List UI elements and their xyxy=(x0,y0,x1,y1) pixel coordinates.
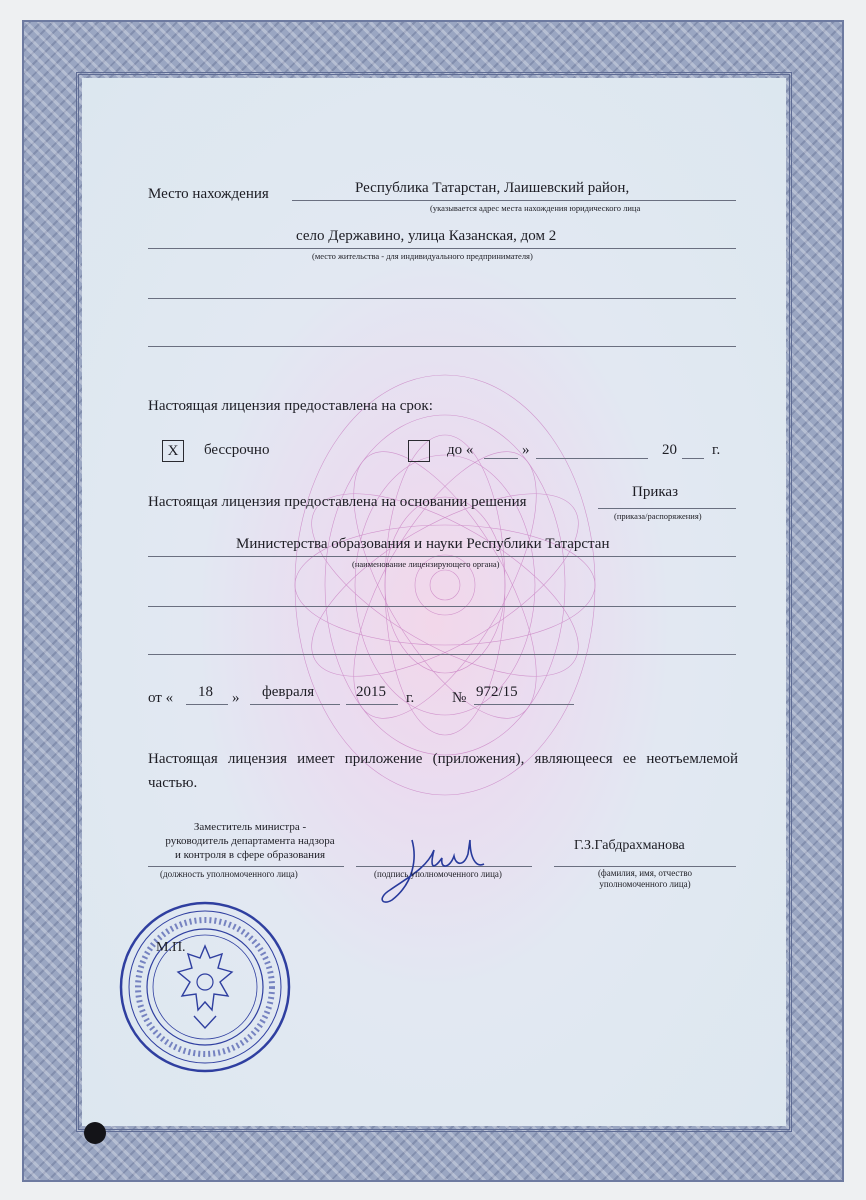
location-line-2 xyxy=(148,248,736,249)
location-hint-2: (место жительства - для индивидуального предпринимателя) xyxy=(312,251,533,261)
seal-place: М.П. xyxy=(156,940,186,955)
indefinite-label: бессрочно xyxy=(204,442,270,458)
until-checkbox xyxy=(408,440,430,462)
location-value-1: Республика Татарстан, Лаишевский район, xyxy=(355,180,630,196)
authority-value: Министерства образования и науки Республики Татарстан xyxy=(236,536,610,552)
until-label: до « xyxy=(447,442,474,458)
date-from-label: от « xyxy=(148,690,174,706)
doc-type-hint: (приказа/распоряжения) xyxy=(614,511,702,521)
number-line xyxy=(474,704,574,705)
date-month: февраля xyxy=(262,684,315,700)
position-line-2: руководитель департамента надзора xyxy=(165,835,335,847)
name-hint-line-2: уполномоченного лица) xyxy=(599,879,691,889)
until-quote-close: » xyxy=(522,442,530,458)
location-line-1 xyxy=(292,200,736,201)
location-hint-1: (указывается адрес места нахождения юридического лица xyxy=(430,203,641,213)
name-hint-line-1: (фамилия, имя, отчество xyxy=(597,868,693,878)
signature xyxy=(372,828,492,908)
date-day: 18 xyxy=(198,684,213,700)
indefinite-checkbox: X xyxy=(162,440,184,462)
term-label: Настоящая лицензия предоставлена на срок: xyxy=(148,398,433,414)
signature-hint: (подпись уполномоченного лица) xyxy=(374,869,502,879)
until-month-line xyxy=(536,458,648,459)
position-line-3: и контроля в сфере образования xyxy=(174,849,326,861)
blank-line-2 xyxy=(148,346,736,347)
date-year-line xyxy=(346,704,398,705)
official-seal xyxy=(116,898,294,1076)
name-line xyxy=(554,866,736,867)
until-year-prefix: 20 xyxy=(662,442,677,458)
authority-line xyxy=(148,556,736,557)
blank-line-3 xyxy=(148,606,736,607)
punch-hole xyxy=(84,1122,106,1144)
position-line-1: Заместитель министра - xyxy=(193,821,307,833)
location-value-2: село Державино, улица Казанская, дом 2 xyxy=(296,228,557,244)
doc-type-line xyxy=(598,508,736,509)
date-month-line xyxy=(250,704,340,705)
date-quote-close: » xyxy=(232,690,240,706)
until-year-suffix: г. xyxy=(712,442,721,458)
location-label: Место нахождения xyxy=(148,186,269,202)
basis-label: Настоящая лицензия предоставлена на основании решения xyxy=(148,494,527,510)
authority-hint: (наименование лицензирующего органа) xyxy=(352,559,500,569)
date-day-line xyxy=(186,704,228,705)
blank-line-4 xyxy=(148,654,736,655)
number-sign: № xyxy=(452,690,467,706)
until-day-line xyxy=(484,458,518,459)
date-year-suffix: г. xyxy=(406,690,415,706)
blank-line-1 xyxy=(148,298,736,299)
position-line xyxy=(148,866,344,867)
signatory-position xyxy=(150,820,350,862)
license-number: 972/15 xyxy=(476,684,518,700)
doc-type-value: Приказ xyxy=(632,484,679,500)
name-hint xyxy=(570,868,720,890)
until-year-line xyxy=(682,458,704,459)
position-hint: (должность уполномоченного лица) xyxy=(160,869,298,879)
signatory-name: Г.З.Габдрахманова xyxy=(574,838,685,853)
appendix-text: Настоящая лицензия имеет приложение (приложения), являющееся ее неотъемлемой частью. xyxy=(148,751,738,791)
date-year: 2015 xyxy=(356,684,386,700)
